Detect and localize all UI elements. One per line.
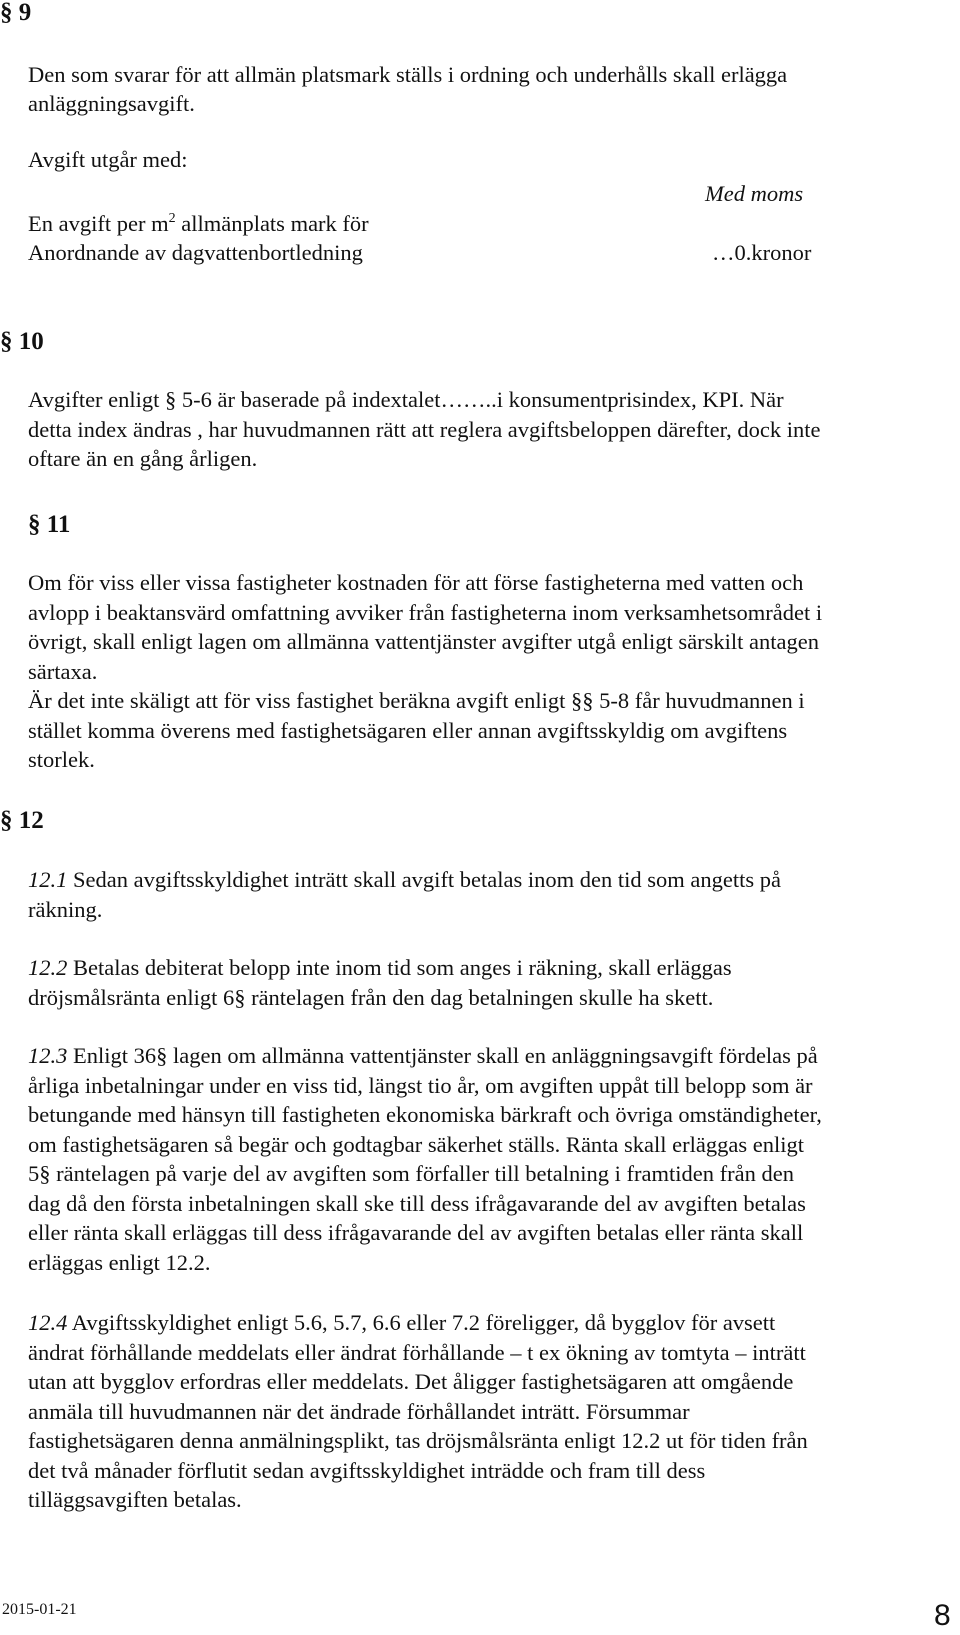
text-line: det två månader förflutit sedan avgiftsskyldighet inträdde och fram till dess: [28, 1457, 706, 1483]
fee-row-1: En avgift per $m^2$ allmänplats mark för: [28, 211, 369, 236]
footer-date: 2015-01-21: [2, 1601, 77, 1618]
text-line: 12.2 Betalas debiterat belopp inte inom tid som anges i räkning, skall erläggas: [28, 955, 732, 980]
text-line: utan att bygglov erfordras eller meddelats. Det åligger fastighetsägaren att omgående: [28, 1369, 794, 1394]
section-heading-11: § 11: [28, 511, 71, 538]
page-number: 8: [934, 1599, 951, 1632]
text-line: Är det inte skäligt att för viss fastighet beräkna avgift enligt §§ 5-8 får huvudmannen i: [28, 688, 805, 713]
paragraph-number: 12.1: [28, 867, 68, 892]
text-line: dag då den första inbetalningen skall ske till dess ifrågavarande del av avgiften betalas: [28, 1190, 806, 1216]
fee-column-header: Med moms: [705, 181, 804, 206]
text-line: särtaxa.: [28, 658, 98, 684]
fee-row-2: Anordnande av dagvattenbortledning: [28, 240, 363, 265]
text-line: tilläggsavgiften betalas.: [28, 1487, 242, 1512]
text-line: eller ränta skall erläggas till dess ifrågavarande del av avgiften betalas eller ränta skall: [28, 1220, 804, 1245]
text-line: avlopp i beaktansvärd omfattning avviker från fastigheterna inom verksamhetsområdet i: [28, 599, 823, 625]
paragraph-9-intro-cont: anläggningsavgift.: [28, 91, 195, 116]
text-line: erläggas enligt 12.2.: [28, 1249, 211, 1275]
fee-intro: Avgift utgår med:: [28, 147, 188, 172]
section-heading-9: § 9: [0, 0, 32, 26]
paragraph-9-intro: Den som svarar för att allmän platsmark ställs i ordning och underhålls skall erlägga: [28, 62, 788, 87]
text-line: årliga inbetalningar under en viss tid, längst tio år, om avgiften uppåt till belopp som är: [28, 1072, 813, 1098]
text-line: anmäla till huvudmannen när det ändrade förhållandet inträtt. Försummar: [28, 1398, 690, 1424]
text-line: Avgifter enligt § 5-6 är baserade på indextalet……..i konsumentprisindex, KPI. När: [28, 387, 784, 412]
text-line: betungande med hänsyn till fastigheten ekonomiska bärkraft och övriga omständigheter,: [28, 1102, 822, 1127]
text-line: detta index ändras , har huvudmannen rätt att reglera avgiftsbeloppen därefter, dock inte: [28, 416, 821, 442]
text-line: 12.4 Avgiftsskyldighet enligt 5.6, 5.7, 6.6 eller 7.2 föreligger, då bygglov för avsett: [28, 1310, 776, 1335]
text-line: oftare än en gång årligen.: [28, 446, 258, 471]
paragraph-number: 12.2: [28, 955, 68, 980]
text-line: ändrat förhållande meddelats eller ändrat förhållande – t ex ökning av tomtyta – inträtt: [28, 1339, 806, 1365]
text-line: 12.3 Enligt 36§ lagen om allmänna vattentjänster skall en anläggningsavgift fördelas på: [28, 1043, 818, 1068]
section-heading-10: § 10: [0, 328, 44, 355]
paragraph-number: 12.4: [28, 1310, 68, 1335]
text-line: stället komma överens med fastighetsägaren eller annan avgiftsskyldig om avgiftens: [28, 717, 788, 743]
text-line: 5§ räntelagen på varje del av avgiften som förfaller till betalning i framtiden från den: [28, 1161, 794, 1186]
section-heading-12: § 12: [0, 807, 44, 834]
text-line: Om för viss eller vissa fastigheter kostnaden för att förse fastigheterna med vatten och: [28, 570, 804, 595]
paragraph-number: 12.3: [28, 1043, 68, 1068]
text-line: 12.1 Sedan avgiftsskyldighet inträtt skall avgift betalas inom den tid som angetts på: [28, 867, 781, 892]
text-line: övrigt, skall enligt lagen om allmänna vattentjänster avgifter utgå enligt särskilt antagen: [28, 629, 820, 654]
text-line: fastighetsägaren denna anmälningsplikt, tas dröjsmålsränta enligt 12.2 ut för tiden från: [28, 1428, 808, 1453]
text-line: räkning.: [28, 896, 103, 922]
text-line: dröjsmålsränta enligt 6§ räntelagen från den dag betalningen skulle ha skett.: [28, 984, 714, 1010]
text-line: om fastighetsägaren så begär och godtagbar säkerhet ställs. Ränta skall erläggas enligt: [28, 1131, 804, 1157]
text-line: storlek.: [28, 747, 95, 772]
fee-row-2-value: …0.kronor: [712, 240, 812, 265]
